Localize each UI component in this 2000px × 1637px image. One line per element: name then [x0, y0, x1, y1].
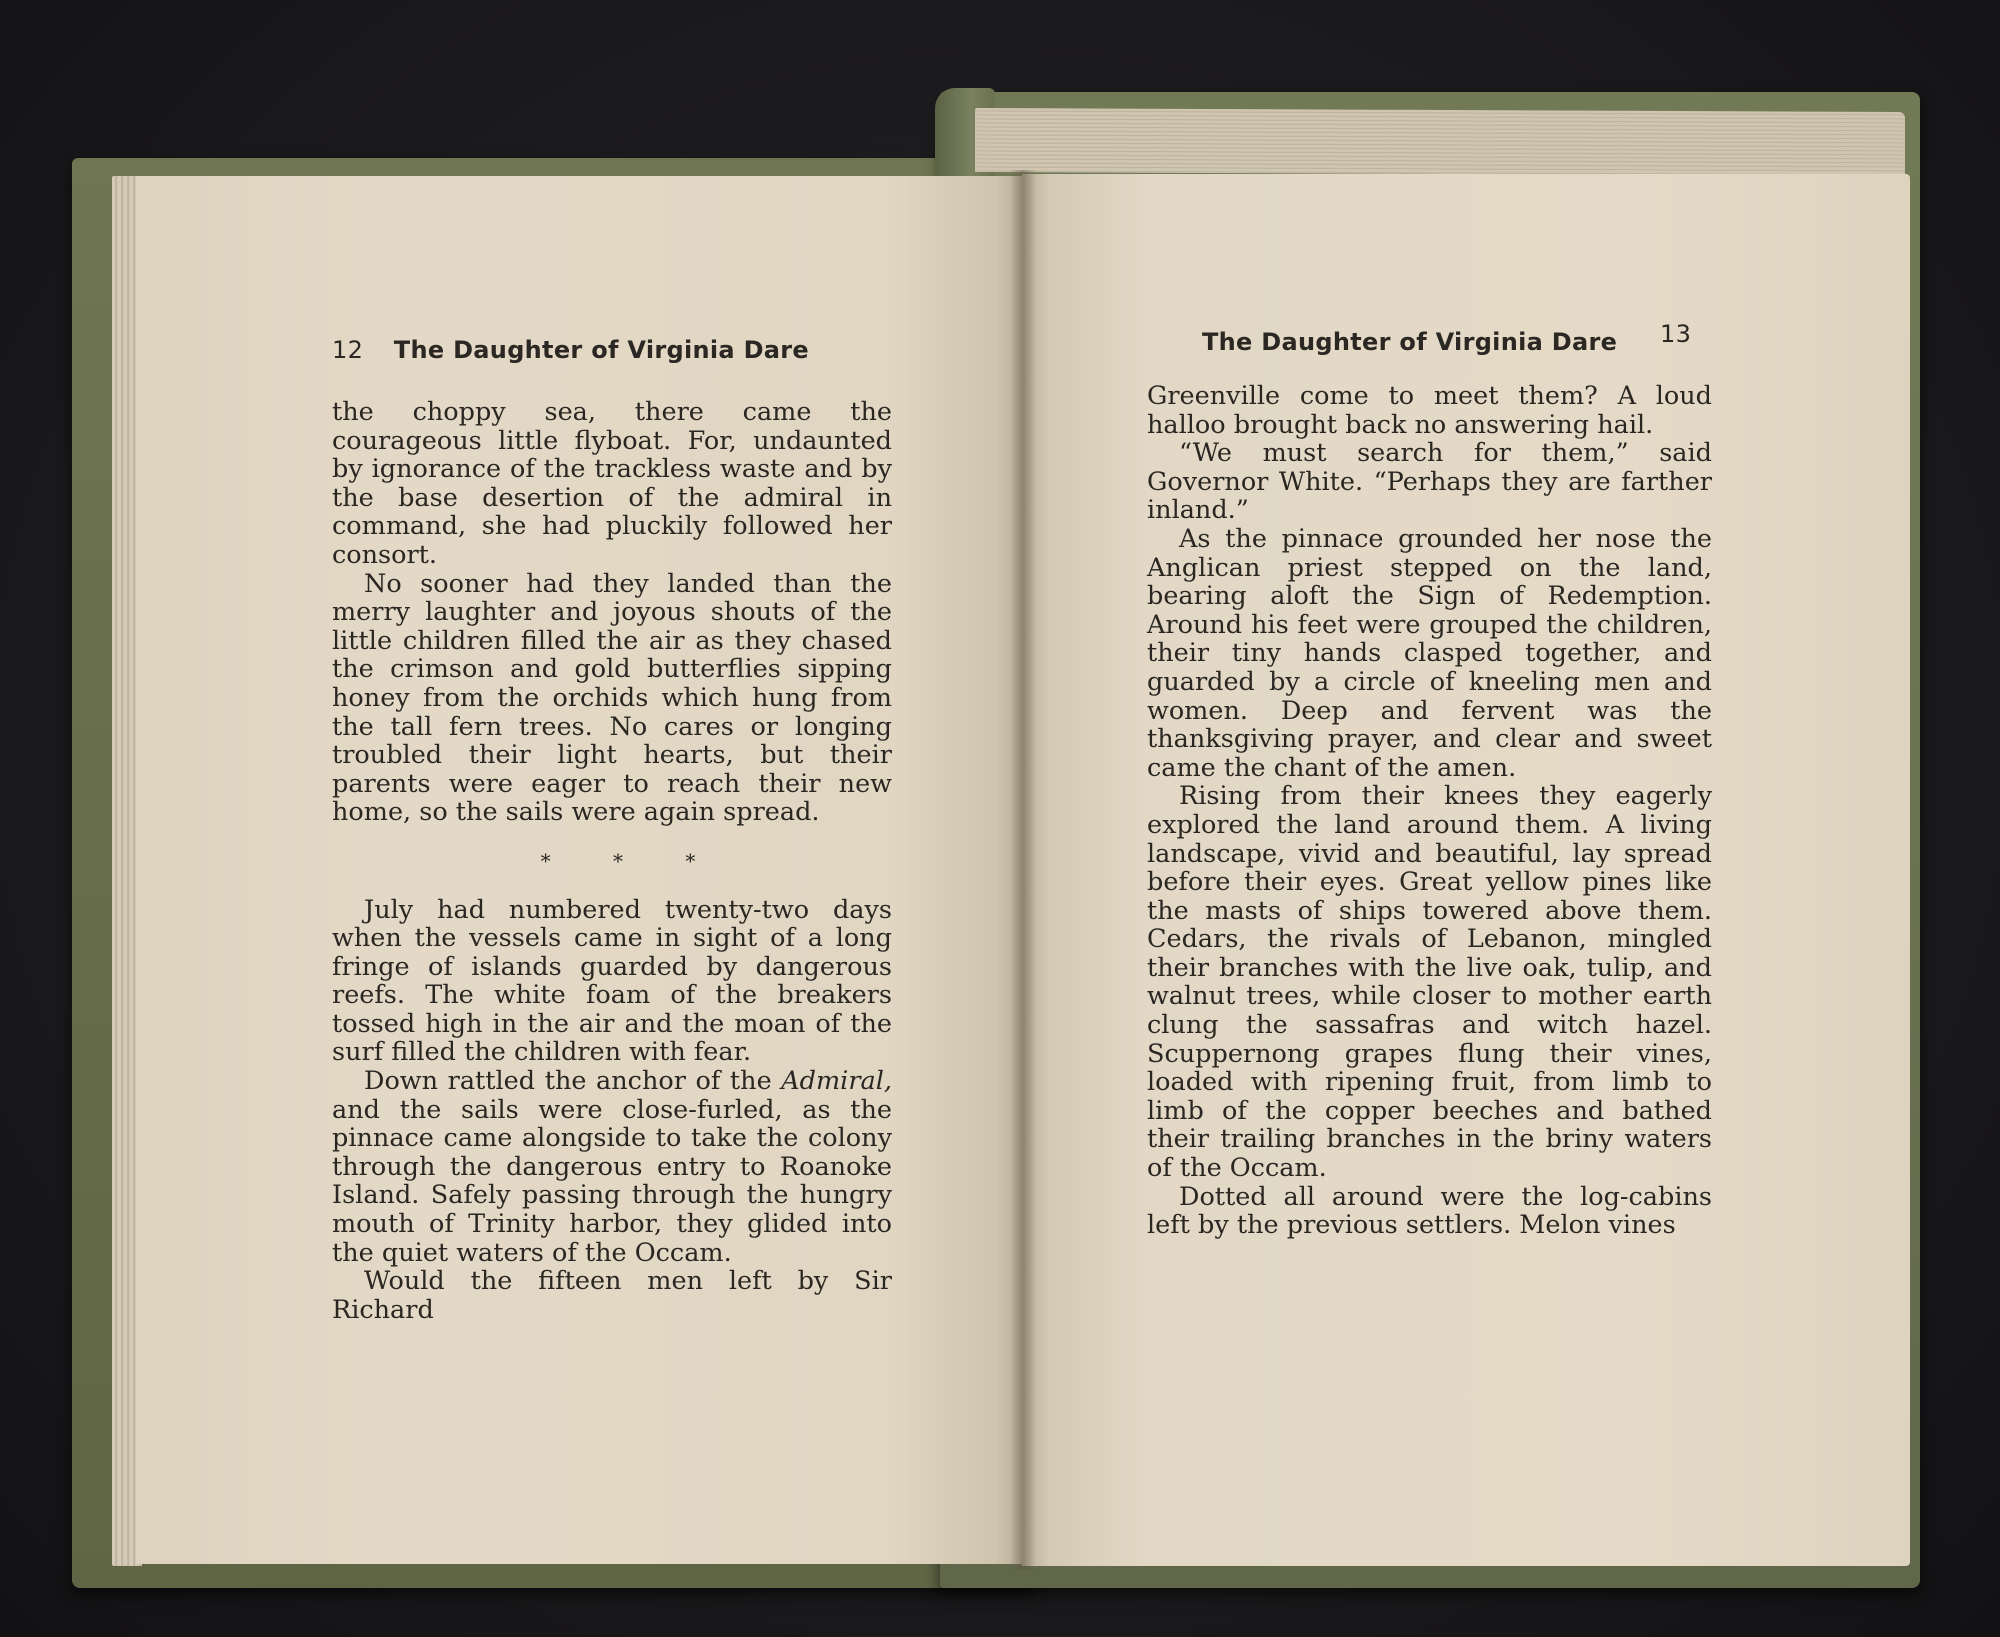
- right-page-text: [1147, 382, 1712, 1240]
- paragraph: Dotted all around were the log-cabins left by the previous settlers. Melon vines: [1147, 1181, 1712, 1241]
- paragraph: Rising from their knees they eagerly explored the land around them. A living landscape, vivid and beautiful, lay spread before their eyes. Great yellow pines like the masts of ships towered above them. Cedars, the rivals of Lebanon, mingled their branches with the live oak, tulip, and walnut trees, while closer to mother earth clung the sassafras and witch hazel. Scuppernong grapes flung their vines, loaded with ripening fruit, from limb to limb of the copper beeches and bathed their trailing branches in the briny waters of the Occam.: [1147, 781, 1712, 1184]
- right-running-head-title: The Daughter of Virginia Dare: [1202, 328, 1618, 356]
- right-page: [1022, 174, 1910, 1566]
- right-running-head: [1202, 320, 1802, 356]
- left-running-head: [332, 336, 932, 364]
- ship-name-italic: Admiral,: [781, 1066, 892, 1097]
- section-break: * * *: [540, 848, 724, 873]
- paragraph: Greenville come to meet them? A loud halloo brought back no answering hail.: [1147, 381, 1712, 440]
- left-running-head-title: The Daughter of Virginia Dare: [393, 336, 809, 364]
- right-page-number: 13: [1660, 320, 1692, 348]
- page-block-edge: [975, 108, 1905, 176]
- paragraph: No sooner had they landed than the merry laughter and joyous shouts of the little children filled the air as they chased the crimson and gold butterflies sipping honey from the orchids which hung from the tall fern trees. No cares or longing troubled their light hearts, but their parents were eager to reach their new home, so the sails were again spread.: [332, 568, 892, 828]
- left-page-text: [332, 398, 892, 1324]
- paragraph: “We must search for them,” said Governor White. “Perhaps they are farther inland.”: [1147, 438, 1712, 526]
- paragraph-text: Down rattled the anchor of the: [364, 1066, 782, 1097]
- paragraph: As the pinnace grounded her nose the Anglican priest stepped on the land, bearing aloft the Sign of Redemption. Around his feet were grouped the children, their tiny hands clasped together, and guarded by a circle of kneeling men and women. Deep and fervent was the thanksgiving prayer, and clear and sweet came the chant of the amen.: [1147, 523, 1712, 783]
- paragraph-text: and the sails were close-furled, as the pinnace came alongside to take the colony through the dangerous entry to Roanoke Island. Safely passing through the hungry mouth of Trinity harbor, they glided into the quiet waters of the Occam.: [332, 1094, 892, 1268]
- book-gutter: [1010, 170, 1036, 1570]
- paragraph-admiral: [332, 1067, 892, 1267]
- paragraph: Would the fifteen men left by Sir Richard: [332, 1266, 892, 1325]
- paragraph: the choppy sea, there came the courageous little flyboat. For, undaunted by ignorance of the trackless waste and by the base desertion of the admiral in command, she had pluckily followed her consort.: [332, 397, 892, 570]
- left-page-number: 12: [332, 336, 364, 364]
- left-page: [136, 176, 1022, 1564]
- paragraph: July had numbered twenty-two days when the vessels came in sight of a long fringe of islands guarded by dangerous reefs. The white foam of the breakers tossed high in the air and the moan of the surf filled the children with fear.: [332, 894, 892, 1068]
